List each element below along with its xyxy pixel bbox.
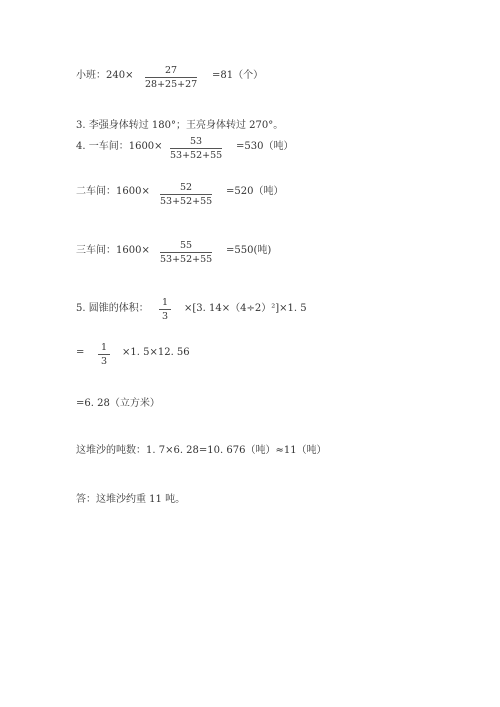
workshop-2-fraction xyxy=(160,182,212,207)
fraction-numerator: 1 xyxy=(161,297,169,308)
fraction-denominator: 28+25+27 xyxy=(145,79,198,90)
fraction-bar xyxy=(159,309,171,310)
fraction-bar xyxy=(160,252,212,253)
small-class-fraction xyxy=(145,65,197,90)
fraction-bar xyxy=(98,354,110,355)
fraction-numerator: 55 xyxy=(179,240,193,251)
workshop-3-fraction xyxy=(160,240,212,265)
fraction-denominator: 3 xyxy=(161,311,169,322)
step-2-prefix: = xyxy=(76,347,85,358)
fraction-denominator: 53+52+55 xyxy=(170,150,223,161)
fraction-denominator: 53+52+55 xyxy=(160,196,213,207)
small-class-label: 小班：240× xyxy=(76,70,134,81)
step-3-result: =6. 28（立方米） xyxy=(76,398,160,409)
fraction-bar xyxy=(170,148,222,149)
cone-volume-expression: ×[3. 14×（4÷2）²]×1. 5 xyxy=(184,303,307,314)
workshop-1-fraction xyxy=(170,136,222,161)
workshop-3-result: =550(吨) xyxy=(226,245,272,256)
workshop-1-label: 4. 一车间：1600× xyxy=(76,141,163,152)
final-answer: 答：这堆沙约重 11 吨。 xyxy=(76,494,186,505)
fraction-bar xyxy=(160,194,212,195)
fraction-bar xyxy=(145,77,197,78)
fraction-denominator: 53+52+55 xyxy=(160,254,213,265)
sand-tonnage-calculation: 这堆沙的吨数：1. 7×6. 28=10. 676（吨）≈11（吨） xyxy=(76,445,327,456)
step-2-fraction xyxy=(98,342,110,367)
fraction-denominator: 3 xyxy=(100,356,108,367)
fraction-numerator: 53 xyxy=(189,136,203,147)
fraction-numerator: 52 xyxy=(179,182,193,193)
workshop-3-label: 三车间：1600× xyxy=(76,245,150,256)
workshop-1-result: =530（吨） xyxy=(236,141,294,152)
step-2-expression: ×1. 5×12. 56 xyxy=(122,347,190,358)
workshop-2-label: 二车间：1600× xyxy=(76,186,150,197)
workshop-2-result: =520（吨） xyxy=(226,186,284,197)
cone-volume-fraction xyxy=(159,297,171,322)
fraction-numerator: 27 xyxy=(164,65,178,76)
question-3-text: 3. 李强身体转过 180°；王亮身体转过 270°。 xyxy=(76,120,284,131)
fraction-numerator: 1 xyxy=(100,342,108,353)
cone-volume-label: 5. 圆锥的体积： xyxy=(76,303,149,314)
small-class-result: =81（个） xyxy=(212,70,264,81)
